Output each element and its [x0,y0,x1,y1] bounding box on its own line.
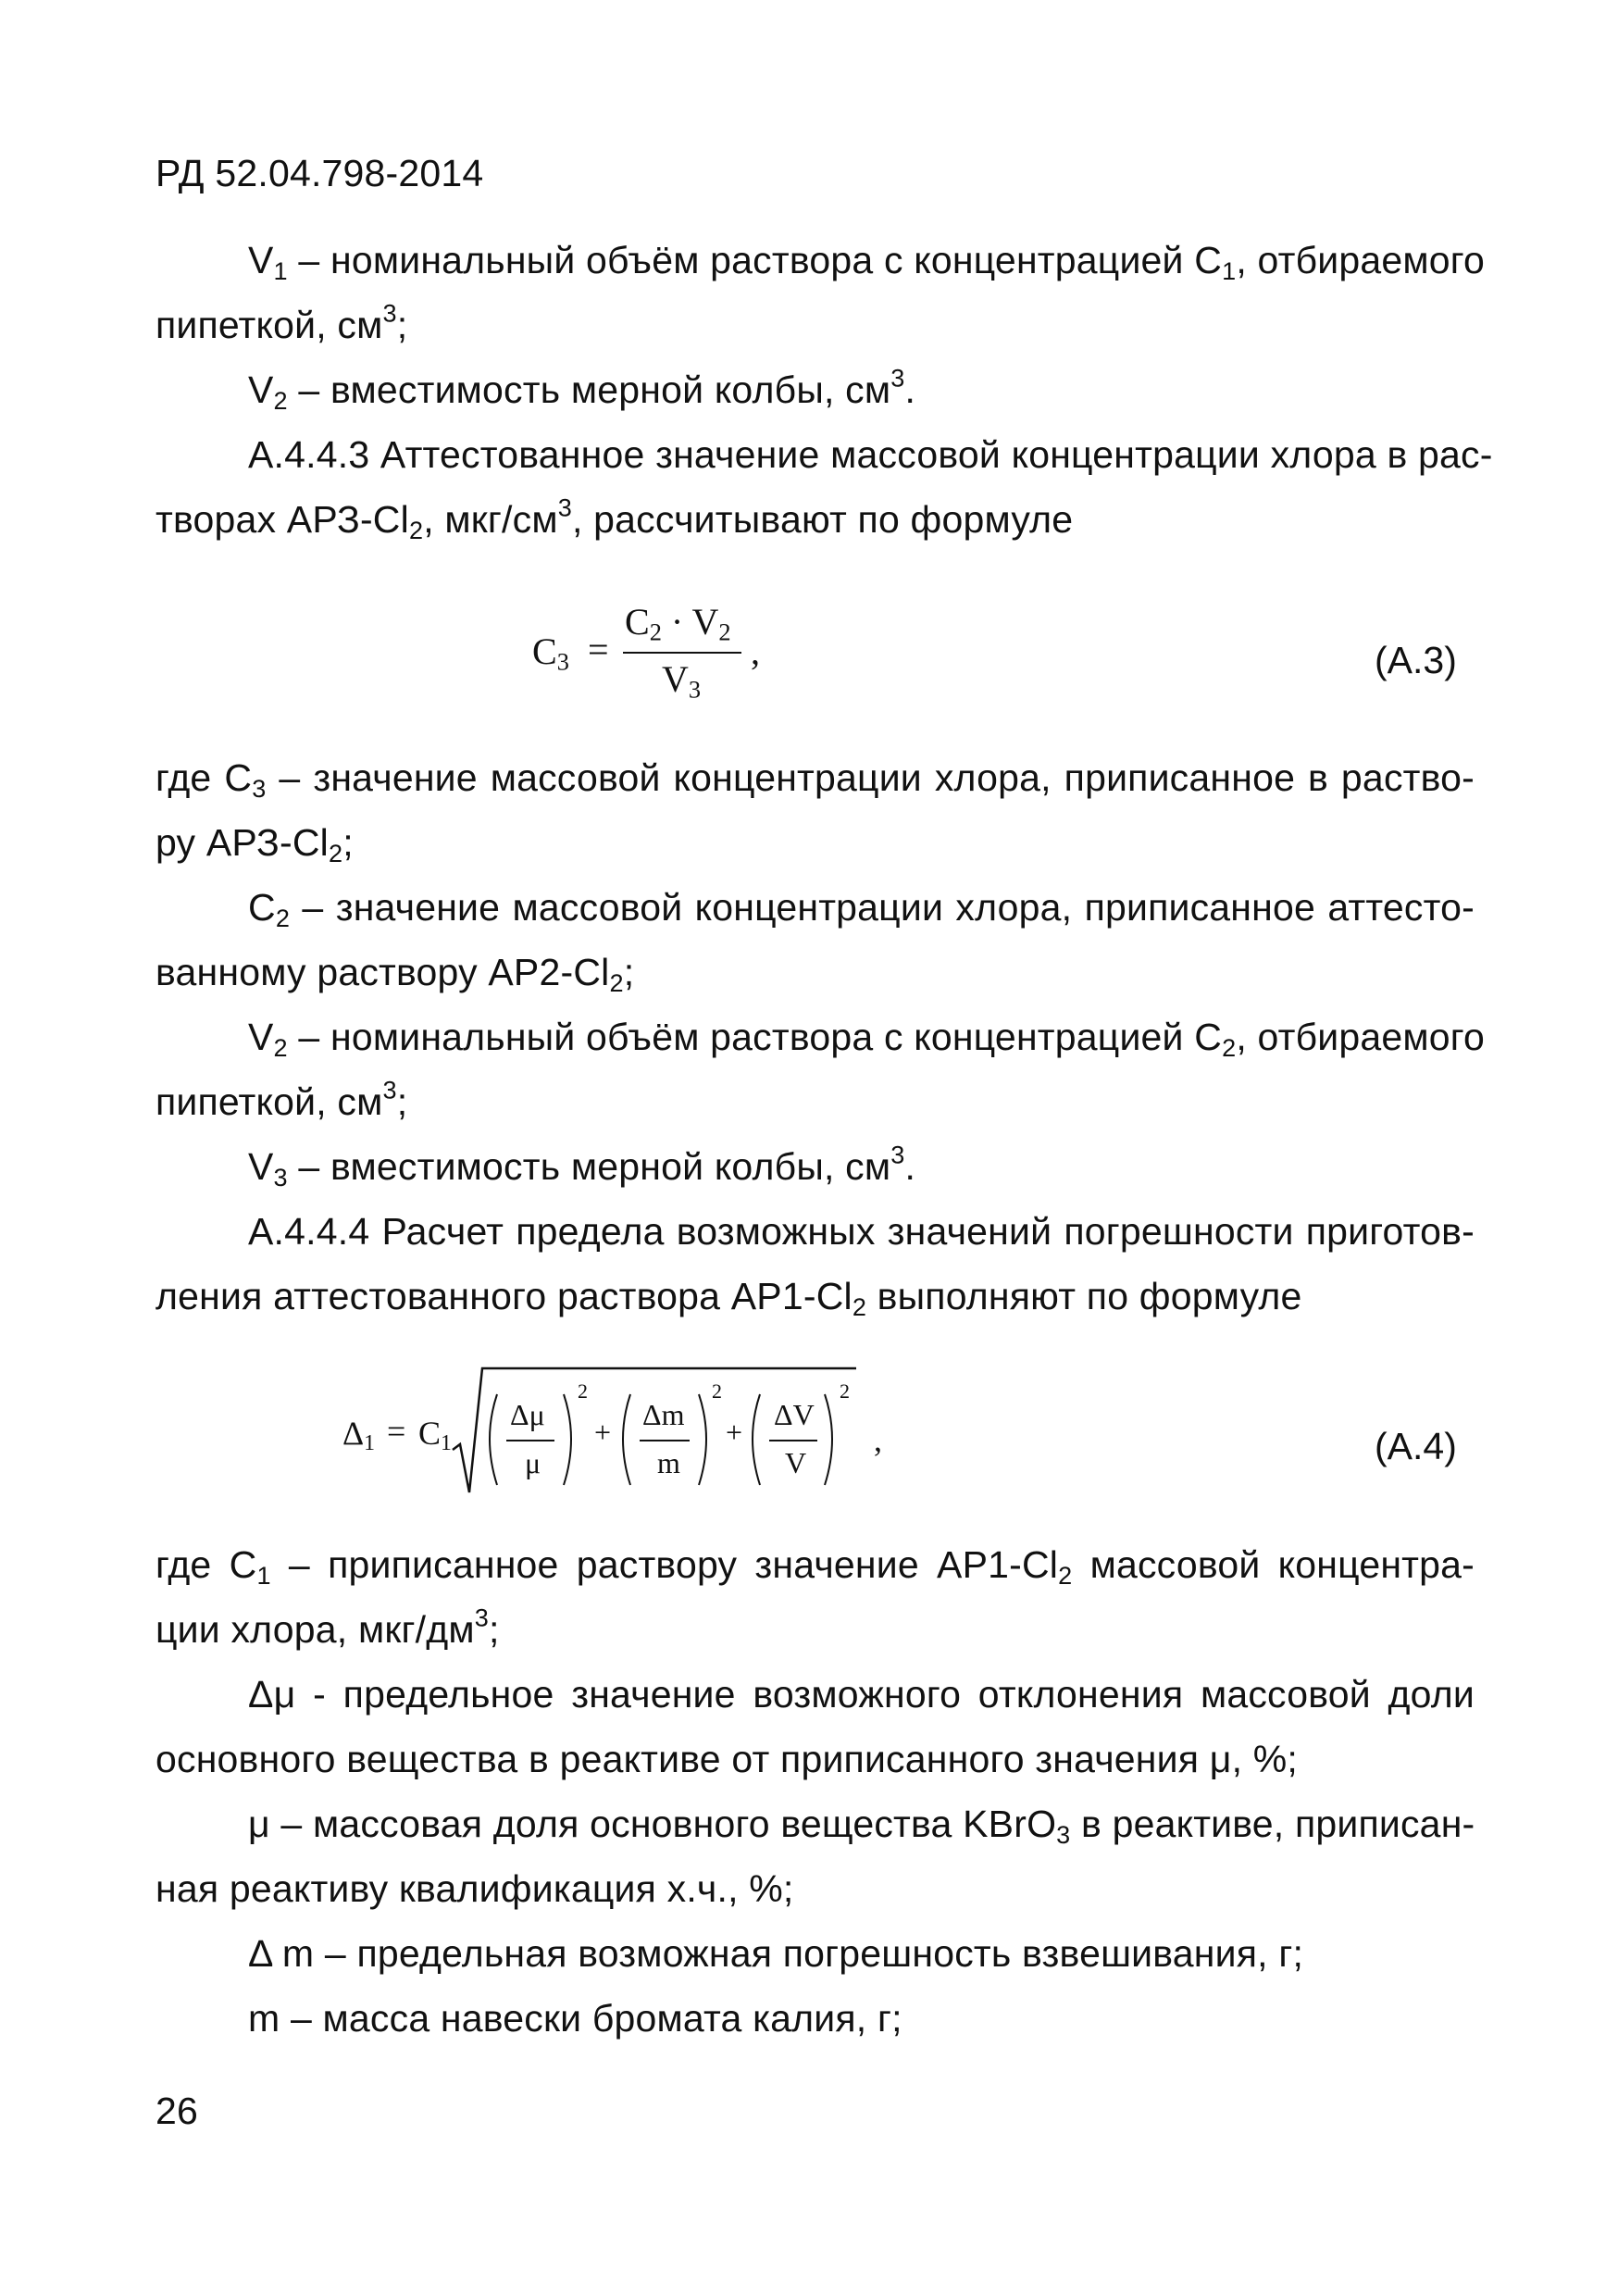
plus-sign-1: + [594,1416,612,1449]
formula-a4-comma: , [874,1421,882,1458]
where-c2-line1: $C_2$ – значение массовой концентрации хлора, приписанное аттесто- [248,886,1475,932]
formula-a4-equals: = [387,1413,406,1450]
plus-sign-2: + [726,1416,743,1449]
term1-denominator: μ [525,1446,541,1479]
section-a444-line2: ления аттестованного раствора $АР1-Cl_2$ выполняют по формуле [156,1275,1302,1321]
var-v1-line2: пипеткой, $см^3$; [156,299,408,346]
where-mu-line2: ная реактиву квалификация х.ч., %; [156,1867,794,1910]
where-m: m – масса навески бромата калия, г; [248,1997,902,2040]
where-v2-line1: $V_2$ – номинальный объём раствора с концентрацией $C_2$, отбираемого [248,1016,1486,1062]
var-v1-line1: $V_1$ – номинальный объём раствора с концентрацией $C_1$, отбираемого [248,239,1486,285]
term2-left-paren [623,1394,630,1485]
formula-a3-label: (А.3) [1375,639,1457,681]
term1-right-paren [564,1394,571,1485]
formula-a4-label: (А.4) [1375,1425,1457,1467]
formula-a3-equals: = [588,629,609,670]
term3-numerator: ΔV [774,1398,815,1431]
formula-a3-denominator: $V_3$ [662,658,702,704]
term3-denominator: V [785,1446,807,1479]
where-dmu-line1: Δμ - предельное значение возможного отклонения массовой доли [248,1673,1475,1716]
formula-a3-fraction-bar [623,652,741,654]
formula-a4-radical [449,1363,856,1502]
var-v2-capacity: $V_2$ – вместимость мерной колбы, $см^3$. [248,364,916,415]
where-c3-line2: ру АРЗ-$Cl_2$; [156,821,354,867]
where-mu-line1: μ – массовая доля основного вещества KBrO$_3$ в реактиве, приписан- [248,1803,1475,1849]
term2-numerator: Δm [642,1398,685,1431]
formula-a4-lhs: $\Delta_1$ [342,1415,376,1455]
section-a444-line1: А.4.4.4 Расчет предела возможных значений погрешности приготов- [248,1210,1475,1253]
term1-numerator: Δμ [510,1398,545,1431]
term3-left-paren [753,1394,760,1485]
where-dmu-line2: основного вещества в реактиве от приписанного значения μ, %; [156,1738,1298,1780]
where-c2-line2: ванному раствору $АР2-Cl_2$; [156,951,635,997]
term1-exponent: 2 [578,1379,588,1403]
term1-left-paren [490,1394,497,1485]
term3-exponent: 2 [840,1379,850,1403]
where-dm: Δ m – предельная возможная погрешность взвешивания, г; [248,1932,1304,1975]
where-c3-line1: где $C_3$ – значение массовой концентрации хлора, приписанное в раство- [156,756,1475,803]
where-c1-line2: ции хлора, мкг/$дм^3$; [156,1603,500,1651]
where-v3: $V_3$ – вместимость мерной колбы, $см^3$. [248,1141,916,1192]
term2-denominator: m [657,1446,680,1479]
where-c1-line1: где $C_1$ – приписанное раствору значение $АР1-Cl_2$ массовой концентра- [156,1543,1475,1590]
document-code-header: РД 52.04.798-2014 [156,152,484,194]
formula-a3-comma: , [751,630,760,672]
section-a443-line2: творах АРЗ-$Cl_2$, мкг/$см^3$, рассчитывают по формуле [156,493,1074,544]
formula-a4 [342,1363,898,1502]
term3-right-paren [825,1394,832,1485]
section-a443-line1: А.4.4.3 Аттестованное значение массовой концентрации хлора в рас- [248,433,1493,476]
where-v2-line2: пипеткой, $см^3$; [156,1076,408,1123]
formula-a3-numerator: $C_2 \cdot V_2$ [625,601,731,646]
formula-a3-lhs: $C_3$ [532,630,569,676]
formula-a3 [532,600,791,711]
term2-exponent: 2 [712,1379,722,1403]
term2-right-paren [699,1394,706,1485]
page-number: 26 [156,2090,199,2132]
formula-a4-c1: $C_1$ [418,1415,452,1455]
